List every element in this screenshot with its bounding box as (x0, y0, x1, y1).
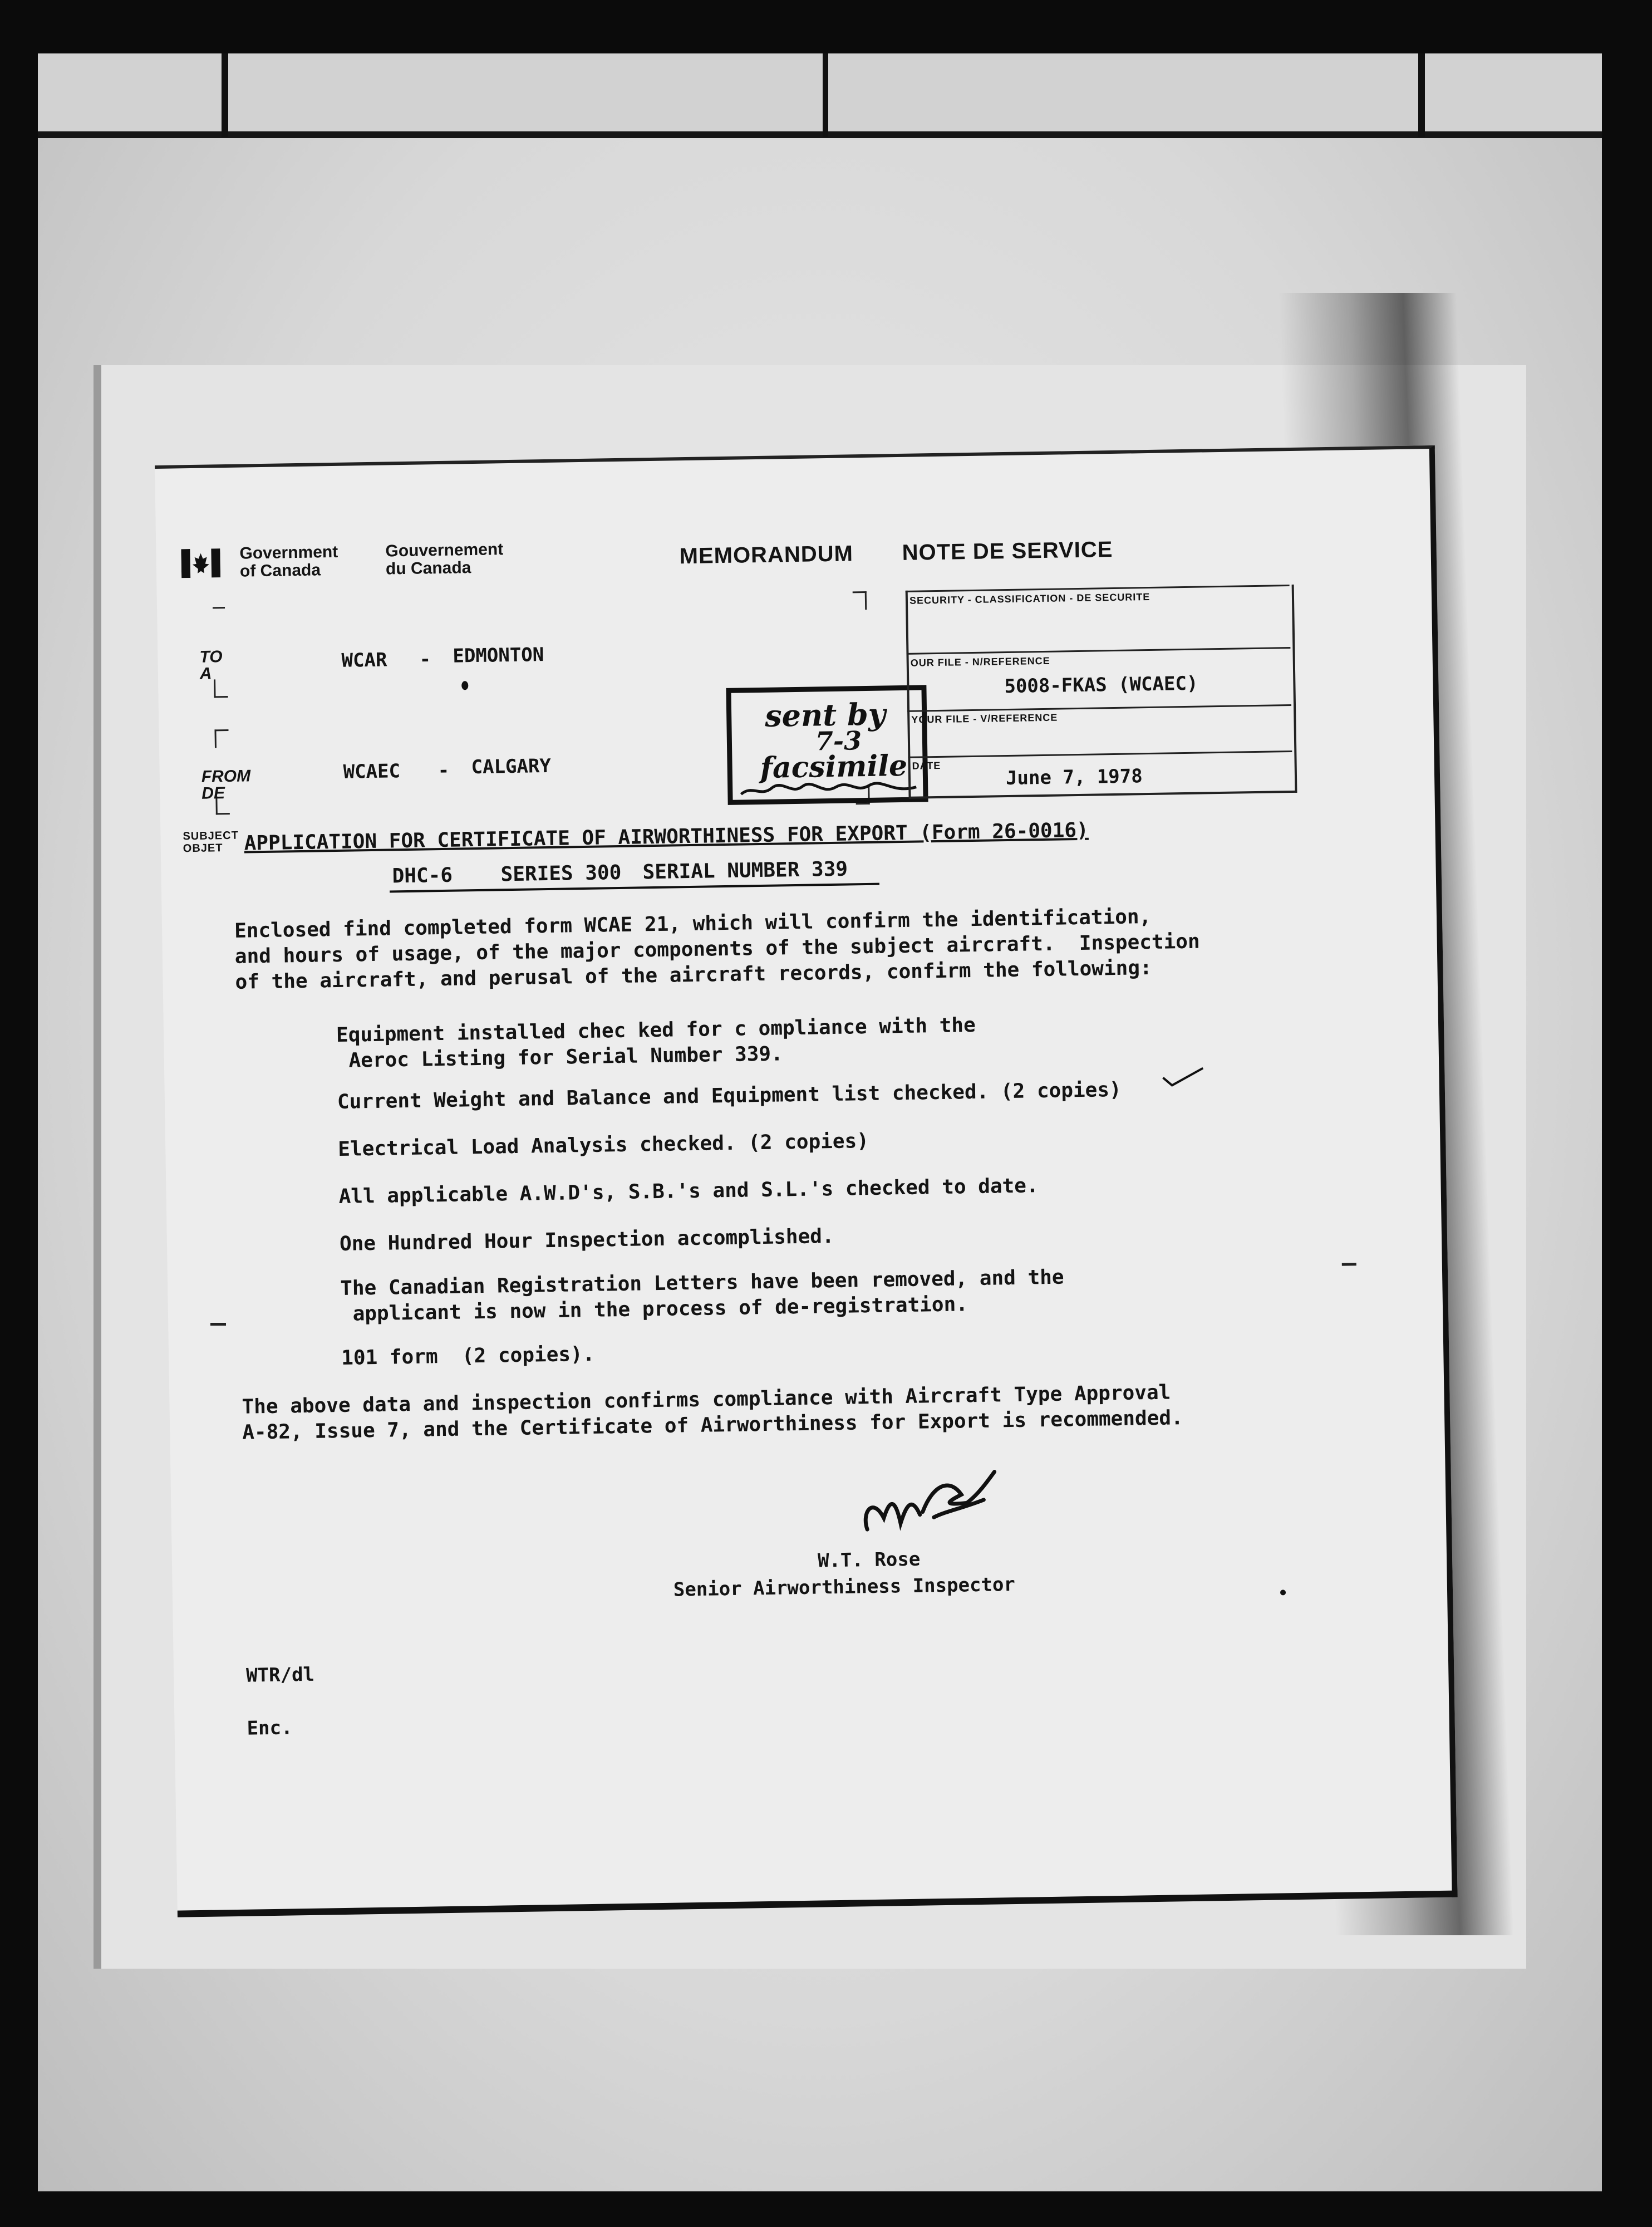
stamp-signature-scribble (738, 779, 922, 799)
check-mark-icon (1161, 1066, 1206, 1088)
subject-serial-number: SERIAL NUMBER 339 (642, 857, 848, 884)
date-label: DATE (912, 759, 941, 772)
checklist-item: One Hundred Hour Inspection accomplished. (339, 1225, 834, 1255)
to-city: EDMONTON (453, 644, 544, 668)
checklist-item: Current Weight and Balance and Equipment list checked. (2 copies) (337, 1078, 1122, 1114)
bracket-mark (853, 591, 867, 610)
film-top-band (38, 53, 1602, 137)
film-rule (222, 53, 228, 137)
gov-fr-line1: Gouvernement (385, 540, 504, 561)
signatory-title: Senior Airworthiness Inspector (673, 1573, 1016, 1601)
canada-flag-icon (181, 548, 220, 578)
checklist-item: 101 form (2 copies). (341, 1342, 595, 1370)
our-file-label: OUR FILE - N/REFERENCE (910, 655, 1050, 669)
stamp-line2: 7-3 (815, 725, 862, 757)
body-intro: Enclosed find completed form WCAE 21, which will confirm the identification, and hours of usage, of the major components of the subject aircraft. Inspection of the aircraft, and perusal of the aircraft records, confirm the following: (234, 905, 1200, 994)
subject-series: SERIES 300 (500, 861, 622, 886)
subject-underline (390, 883, 879, 893)
film-rule (1418, 53, 1425, 137)
typist-initials: WTR/dl (245, 1663, 315, 1687)
microfilm-frame (38, 53, 1602, 2191)
margin-tick (1342, 1263, 1356, 1265)
memorandum-page (155, 445, 1458, 1917)
subject-label: SUBJECT OBJET (183, 829, 239, 855)
memorandum-heading: MEMORANDUM (679, 541, 854, 569)
ink-dot (1280, 1590, 1286, 1595)
to-office: WCAR (341, 649, 387, 672)
film-rule (823, 53, 828, 137)
handwritten-signature (855, 1460, 1001, 1546)
signatory-name: W.T. Rose (817, 1548, 921, 1572)
enclosure-note: Enc. (247, 1716, 293, 1740)
checklist-item: All applicable A.W.D's, S.B.'s and S.L.'s checked to date. (338, 1174, 1039, 1208)
from-dash: - (437, 759, 450, 782)
closing-paragraph: The above data and inspection confirms compliance with Aircraft Type Approval A-82, Issue 7, and the Certificate of Airworthiness for Export is recommended. (242, 1381, 1183, 1444)
from-city: CALGARY (471, 754, 552, 779)
margin-tick (210, 1323, 226, 1326)
stamp-line3: facsimile (760, 748, 908, 785)
stamp-line1: sent by (764, 696, 886, 734)
to-label: TO (199, 648, 223, 666)
from-label: FROM (201, 767, 251, 786)
checklist-item: The Canadian Registration Letters have been removed, and the applicant is now in the process of de-registration. (340, 1265, 1064, 1326)
ink-dot (461, 681, 468, 690)
subject-aircraft-type: DHC-6 (392, 864, 453, 888)
to-dash: - (419, 648, 431, 671)
checklist-item: Electrical Load Analysis checked. (2 copies) (338, 1130, 869, 1161)
from-office: WCAEC (343, 760, 401, 783)
gov-en-line2: of Canada (239, 561, 321, 581)
gov-en-line1: Government (239, 542, 338, 563)
bracket-mark (213, 607, 225, 609)
to-label-fr: A (199, 664, 212, 683)
subject-line1: APPLICATION FOR CERTIFICATE OF AIRWORTHINESS FOR EXPORT (Form 26-0016) (244, 818, 1089, 855)
bracket-mark (214, 729, 229, 748)
from-label-fr: DE (201, 784, 225, 803)
date-value: June 7, 1978 (1005, 765, 1143, 790)
security-classification-label: SECURITY - CLASSIFICATION - DE SECURITE (909, 591, 1150, 606)
facsimile-stamp (726, 685, 928, 805)
your-file-label: YOUR FILE - V/REFERENCE (911, 712, 1058, 725)
bracket-mark (214, 679, 228, 698)
film-divider-line (38, 131, 1602, 138)
checklist-item: Equipment installed chec ked for c ompliance with the Aeroc Listing for Serial Number 339. (336, 1013, 976, 1072)
note-de-service-heading: NOTE DE SERVICE (902, 537, 1113, 565)
our-file-value: 5008-FKAS (WCAEC) (1004, 672, 1198, 698)
gov-fr-line2: du Canada (385, 558, 471, 578)
